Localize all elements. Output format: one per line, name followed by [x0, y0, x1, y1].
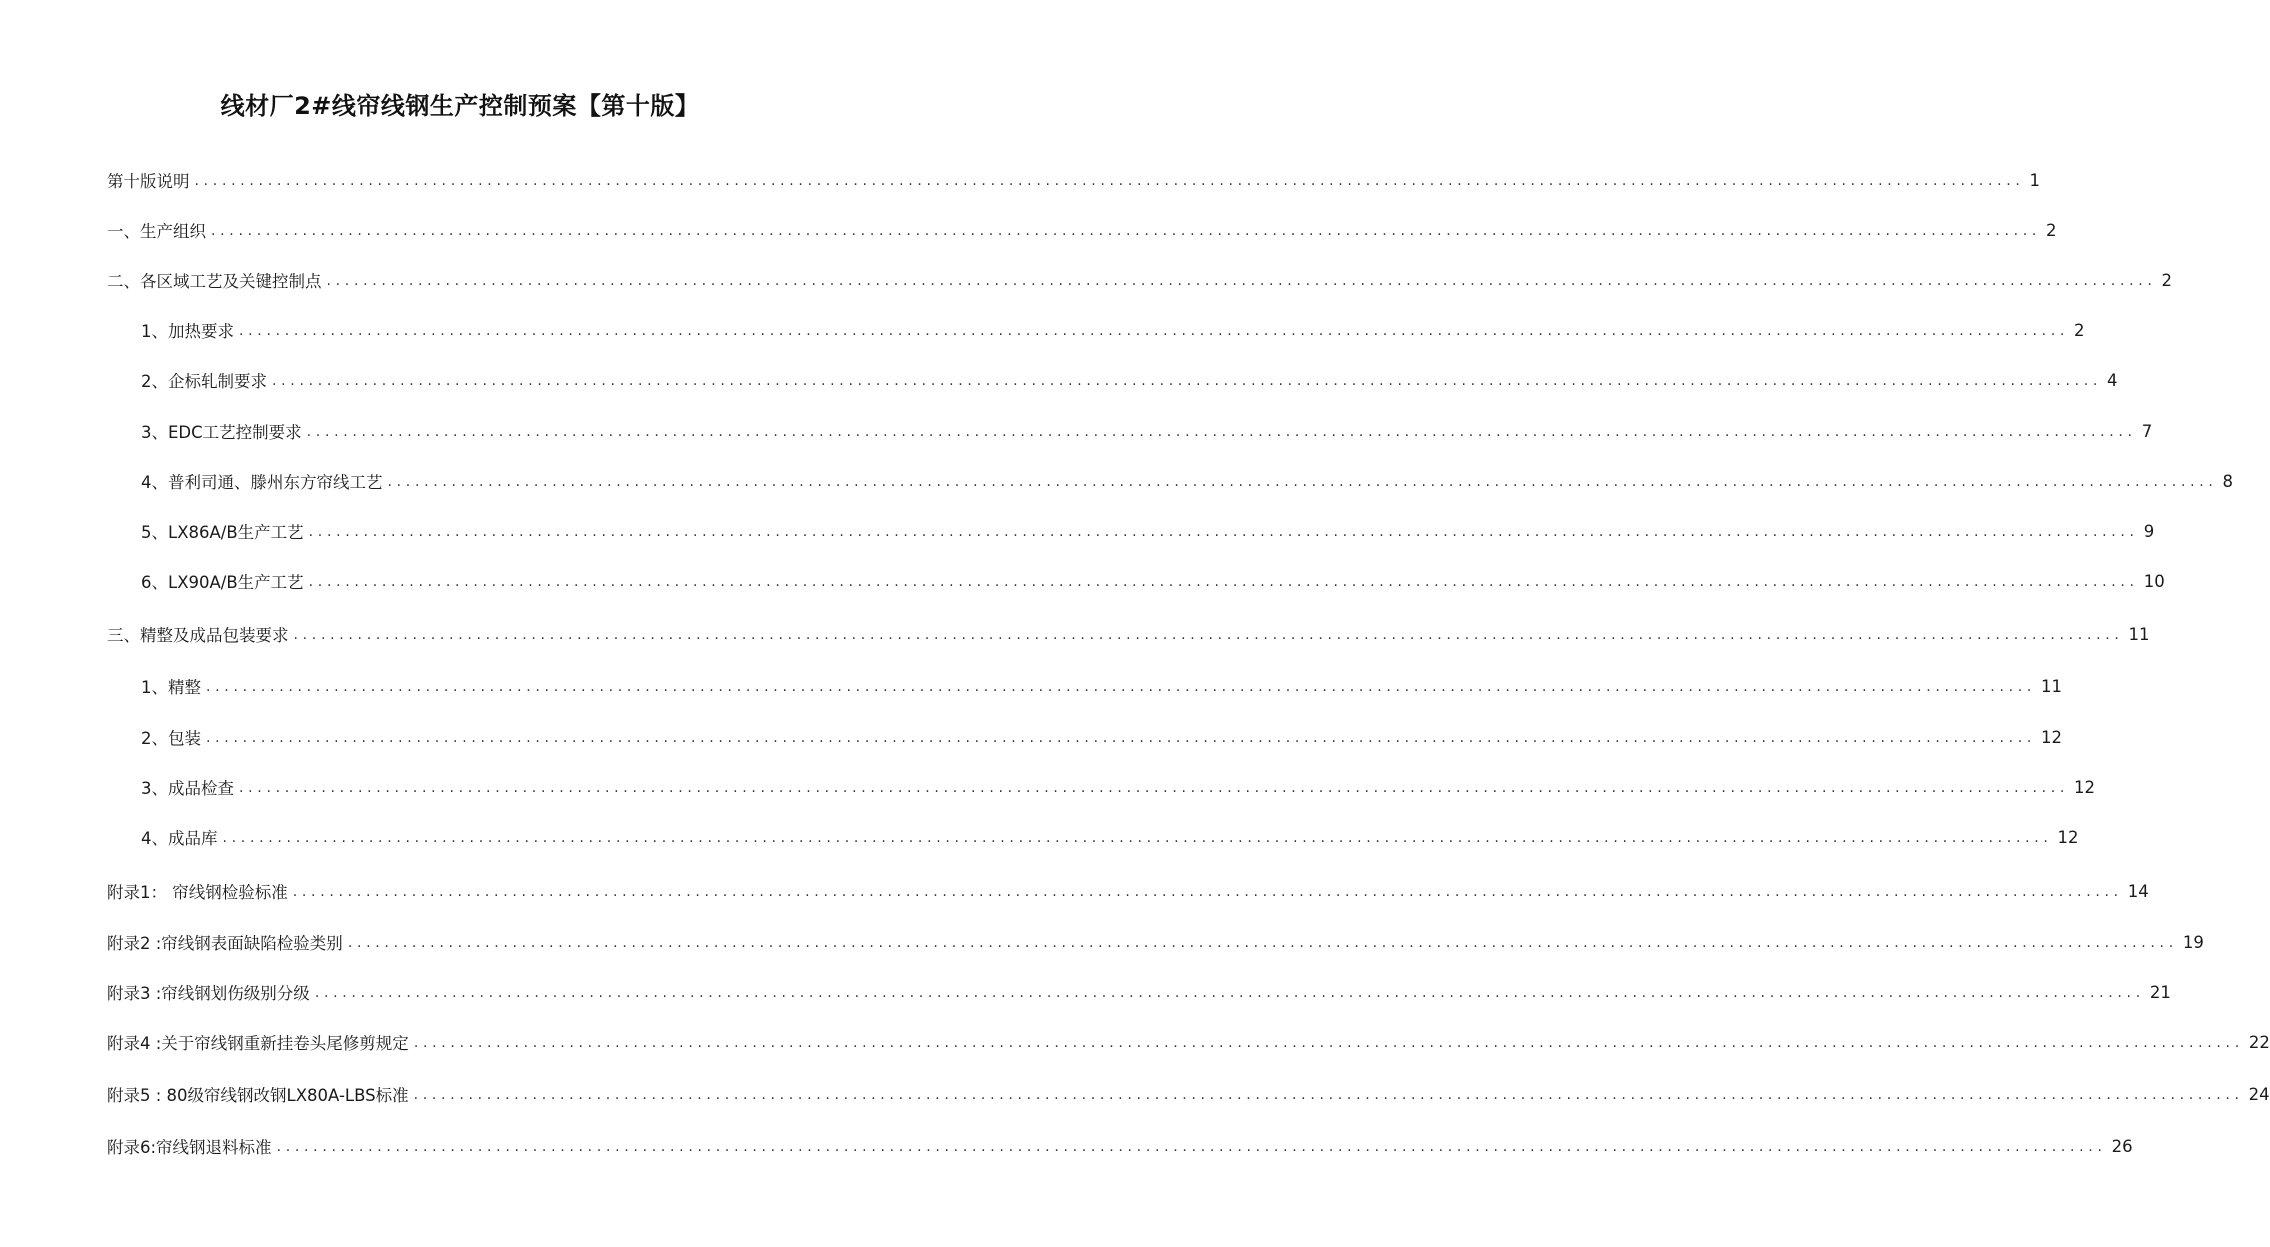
toc-entry[interactable]	[107, 622, 2150, 646]
toc-entry-label: 二、各区域工艺及关键控制点	[107, 272, 322, 291]
toc-entry-label: 2、包装	[141, 729, 201, 748]
toc-entry-page: 1	[2029, 170, 2041, 190]
toc-entry-page: 2	[2074, 320, 2085, 340]
toc-entry-page: 22	[2248, 1032, 2270, 1052]
toc-entry-label: 4、普利司通、滕州东方帘线工艺	[141, 473, 383, 492]
document-title: 线材厂2#线帘线钢生产控制预案【第十版】	[220, 92, 700, 120]
toc-leader-dots: ........................................................................................................................................................................................................	[347, 935, 2178, 951]
toc-leader-dots: ........................................................................................................................................................................................................	[239, 780, 2070, 796]
toc-leader-dots: ........................................................................................................................................................................................................	[276, 1139, 2107, 1155]
toc-leader-dots: ........................................................................................................................................................................................................	[326, 273, 2157, 289]
toc-entry-label: 3、EDC工艺控制要求	[141, 423, 302, 442]
toc-entry[interactable]	[141, 725, 2063, 749]
toc-entry[interactable]	[107, 218, 2057, 242]
toc-entry-page: 19	[2182, 932, 2204, 952]
toc-entry-label: 附录6:帘线钢退料标准	[107, 1138, 272, 1157]
toc-entry-label: 附录2 :帘线钢表面缺陷检验类别	[107, 934, 343, 953]
toc-leader-dots: ........................................................................................................................................................................................................	[413, 1087, 2244, 1103]
toc-leader-dots: ........................................................................................................................................................................................................	[413, 1035, 2244, 1051]
toc-entry-label: 一、生产组织	[107, 222, 206, 241]
toc-entry-page: 14	[2127, 881, 2149, 901]
toc-entry[interactable]	[141, 775, 2096, 799]
toc-entry-label: 1、加热要求	[141, 322, 234, 341]
toc-entry-page: 11	[2041, 676, 2063, 696]
toc-entry-page: 8	[2222, 471, 2234, 491]
toc-leader-dots: ........................................................................................................................................................................................................	[306, 424, 2137, 440]
toc-leader-dots: ........................................................................................................................................................................................................	[314, 985, 2145, 1001]
toc-entry-label: 附录4 :关于帘线钢重新挂卷头尾修剪规定	[107, 1034, 409, 1053]
toc-leader-dots: ........................................................................................................................................................................................................	[206, 730, 2037, 746]
toc-entry-label: 1、精整	[141, 678, 201, 697]
toc-entry[interactable]	[141, 569, 2165, 593]
toc-entry-page: 9	[2143, 521, 2155, 541]
toc-entry[interactable]	[141, 825, 2079, 849]
toc-entry[interactable]	[141, 674, 2063, 698]
toc-entry-page: 2	[2046, 220, 2057, 240]
toc-entry[interactable]	[141, 419, 2153, 443]
toc-entry[interactable]	[107, 930, 2204, 954]
toc-entry-page: 11	[2128, 624, 2150, 644]
toc-entry-page: 21	[2149, 982, 2171, 1002]
toc-entry-page: 12	[2041, 727, 2063, 747]
toc-entry-label: 第十版说明	[107, 172, 190, 191]
toc-entry-label: 4、成品库	[141, 829, 218, 848]
toc-entry-page: 12	[2057, 827, 2079, 847]
toc-entry-label: 附录5 : 80级帘线钢改钢LX80A-LBS标准	[107, 1086, 409, 1105]
toc-entry-label: 附录3 :帘线钢划伤级别分级	[107, 984, 310, 1003]
toc-entry[interactable]	[141, 469, 2234, 493]
toc-entry[interactable]	[141, 519, 2155, 543]
toc-entry-label: 三、精整及成品包装要求	[107, 626, 289, 645]
toc-entry-page: 4	[2107, 370, 2118, 390]
toc-leader-dots: ........................................................................................................................................................................................................	[222, 830, 2053, 846]
toc-entry-label: 5、LX86A/B生产工艺	[141, 523, 304, 542]
toc-leader-dots: ........................................................................................................................................................................................................	[308, 524, 2139, 540]
toc-leader-dots: ........................................................................................................................................................................................................	[293, 627, 2124, 643]
toc-leader-dots: ........................................................................................................................................................................................................	[194, 173, 2025, 189]
toc-leader-dots: ........................................................................................................................................................................................................	[308, 574, 2139, 590]
toc-entry-label: 3、成品检查	[141, 779, 234, 798]
toc-entry-label: 2、企标轧制要求	[141, 372, 267, 391]
toc-entry[interactable]	[107, 168, 2041, 192]
toc-entry[interactable]	[107, 1134, 2133, 1158]
toc-leader-dots: ........................................................................................................................................................................................................	[387, 474, 2218, 490]
toc-entry-page: 7	[2141, 421, 2153, 441]
toc-entry[interactable]	[141, 368, 2118, 392]
toc-entry-label: 6、LX90A/B生产工艺	[141, 573, 304, 592]
toc-entry-page: 26	[2111, 1136, 2133, 1156]
toc-leader-dots: ........................................................................................................................................................................................................	[292, 884, 2123, 900]
toc-entry[interactable]	[107, 1030, 2270, 1054]
toc-entry[interactable]	[107, 268, 2173, 292]
toc-leader-dots: ........................................................................................................................................................................................................	[239, 323, 2070, 339]
toc-leader-dots: ........................................................................................................................................................................................................	[206, 679, 2037, 695]
toc-entry[interactable]	[107, 879, 2149, 903]
toc-entry-page: 24	[2248, 1084, 2270, 1104]
toc-leader-dots: ........................................................................................................................................................................................................	[211, 223, 2042, 239]
toc-leader-dots: ........................................................................................................................................................................................................	[272, 373, 2103, 389]
toc-entry[interactable]	[107, 1082, 2270, 1106]
toc-entry-page: 2	[2161, 270, 2173, 290]
toc-entry[interactable]	[107, 980, 2171, 1004]
toc-entry-page: 12	[2074, 777, 2096, 797]
toc-entry-label: 附录1： 帘线钢检验标准	[107, 883, 288, 902]
toc-entry-page: 10	[2143, 571, 2165, 591]
toc-entry[interactable]	[141, 318, 2085, 342]
